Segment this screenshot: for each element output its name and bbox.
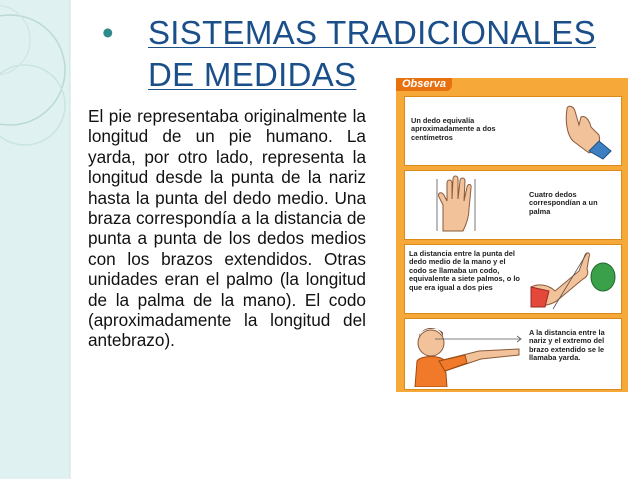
body-paragraph: El pie representaba originalmente la longitud de un pie humano. La yarda, por otro lado, representa la longitud desde la punta de la nariz hasta la punta del dedo medio. Una braza correspondía a la distancia de punta a punta de los dedos medios con los brazos extendidos. Otras unidades eran el palmo (la longitud de la palma de la mano). El codo (aproximadamente la longitud del antebrazo). — [88, 106, 366, 351]
panel-caption: La distancia entre la punta del dedo medio de la mano y el codo se llamaba un codo, equivalente a siete palmos, o lo que era igual a dos pies — [409, 249, 520, 292]
forearm-illustration — [525, 247, 619, 311]
observa-figure — [396, 78, 628, 392]
panel-yarda — [404, 318, 622, 390]
panel-palma — [404, 170, 622, 240]
panel-caption: Cuatro dedos correspondían a un palma — [529, 190, 598, 216]
panel-caption: A la distancia entre la nariz y el extremo del brazo extendido se le llamaba yarda. — [529, 328, 605, 363]
panel-codo — [404, 244, 622, 314]
title-line-2: DE MEDIDAS — [148, 56, 357, 93]
panel-dedo — [404, 96, 622, 166]
yard-illustration — [409, 321, 527, 387]
decorative-circles — [0, 0, 90, 479]
panel-caption: Un dedo equivalía aproximadamente a dos centímetros — [411, 116, 496, 142]
title-line-1: SISTEMAS TRADICIONALES — [148, 14, 596, 51]
observa-label: Observa — [396, 78, 452, 91]
palm-illustration — [429, 175, 489, 235]
finger-illustration — [545, 101, 615, 161]
title-bullet: • — [102, 14, 114, 51]
